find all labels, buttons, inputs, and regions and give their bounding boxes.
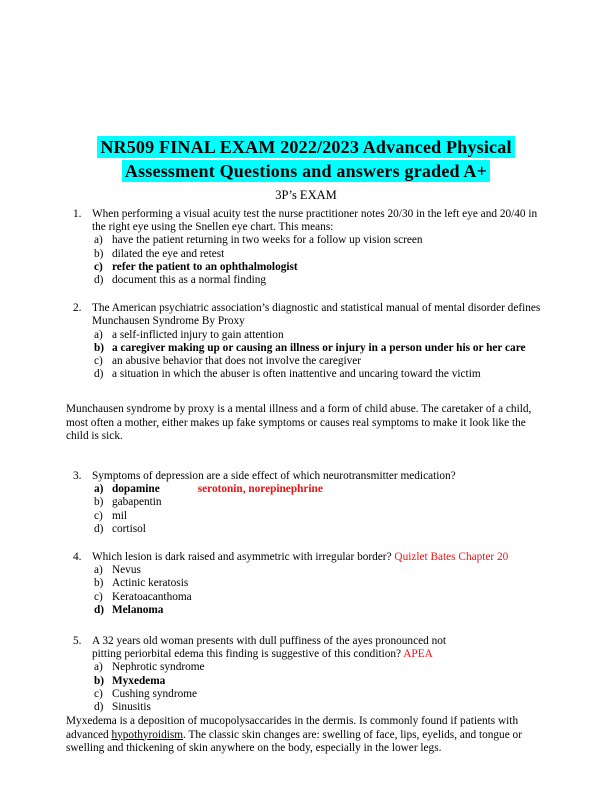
text-segment: a caregiver making up or causing an illness or injury in a person under his or her care: [112, 341, 526, 354]
option-text: [112, 523, 552, 536]
option-letter: d): [94, 368, 104, 381]
answer-option: [94, 329, 552, 342]
exam-title-line1: NR509 FINAL EXAM 2022/2023 Advanced Physical: [97, 136, 514, 158]
answer-option: [94, 342, 552, 355]
text-segment: hypothyroidism: [111, 728, 184, 741]
option-text: [112, 483, 552, 496]
option-text: [112, 591, 552, 604]
option-letter: c): [94, 509, 103, 522]
option-letter: b): [94, 674, 105, 687]
answer-option: [94, 355, 552, 368]
option-text: [112, 329, 552, 342]
text-segment: Nevus: [112, 564, 141, 577]
text-segment: Melanoma: [112, 603, 164, 616]
answer-option: [94, 564, 552, 577]
option-text: [112, 701, 552, 714]
text-segment: dopamine: [112, 483, 160, 496]
question-prompt: [92, 302, 552, 328]
question-row: [73, 635, 552, 661]
text-segment: a situation in which the abuser is often inattentive and uncaring toward the victim: [112, 368, 481, 381]
question-prompt: [92, 208, 552, 234]
text-segment: Munchausen syndrome by proxy is a mental illness and a form of child abuse. The caretaker of a child, most often a mother, either makes up fake symptoms or causes real symptoms to make it look like the child is sick.: [66, 403, 532, 442]
text-segment: refer the patient to an ophthalmologist: [112, 260, 298, 273]
option-text: [112, 355, 552, 368]
option-letter: a): [94, 483, 104, 496]
text-segment: dilated the eye and retest: [112, 247, 225, 260]
text-segment: gabapentin: [112, 496, 162, 509]
exam-title: [0, 135, 612, 183]
answer-option: [94, 523, 552, 536]
question-number: 3.: [73, 470, 82, 483]
answer-option: [94, 261, 552, 274]
option-letter: d): [94, 603, 105, 616]
option-letter: a): [94, 234, 103, 247]
exam-subtitle: 3P’s EXAM: [275, 188, 337, 202]
question-number: 1.: [73, 208, 82, 220]
text-segment: mil: [112, 509, 128, 522]
text-segment: Actinic keratosis: [112, 577, 189, 590]
exam-title-line2: Assessment Questions and answers graded A+: [122, 160, 490, 182]
text-segment: pitting periorbital edema this finding is suggestive of this condition?: [92, 648, 404, 661]
text-segment: Nephrotic syndrome: [112, 661, 205, 674]
option-text: [112, 564, 552, 577]
question-q4: [73, 551, 552, 617]
text-segment: Cushing syndrome: [112, 687, 198, 700]
answer-option: [94, 483, 552, 496]
question-q5: [73, 635, 552, 714]
option-letter: c): [94, 260, 103, 273]
question-number: 2.: [73, 302, 82, 315]
option-text: [112, 248, 552, 261]
text-segment: Symptoms of depression are a side effect of which neurotransmitter medication?: [92, 470, 456, 483]
option-letter: a): [94, 564, 103, 577]
option-text: [112, 342, 552, 355]
red-annotation: serotonin, norepinephrine: [197, 483, 323, 496]
option-text: [112, 234, 552, 247]
option-text: [112, 675, 552, 688]
text-segment: Which lesion is dark raised and asymmetric with irregular border?: [92, 551, 395, 564]
option-text: [112, 368, 552, 381]
option-letter: d): [94, 274, 104, 287]
option-text: [112, 261, 552, 274]
question-prompt: [92, 635, 552, 661]
text-segment: Keratoacanthoma: [112, 590, 192, 603]
option-letter: c): [94, 687, 103, 700]
question-row: [73, 302, 552, 328]
text-segment: cortisol: [112, 522, 146, 535]
answer-option: [94, 496, 552, 509]
text-segment: Sinusitis: [112, 701, 151, 714]
option-letter: b): [94, 577, 104, 590]
answer-option: [94, 604, 552, 617]
option-text: [112, 688, 552, 701]
text-segment: document this as a normal finding: [112, 274, 267, 287]
answer-option: [94, 274, 552, 287]
option-letter: b): [94, 496, 104, 509]
question-q2: [73, 302, 552, 381]
option-letter: c): [94, 355, 103, 368]
question-prompt: [92, 470, 552, 483]
option-text: [112, 661, 552, 674]
option-text: [112, 274, 552, 287]
question-number: 5.: [73, 635, 82, 648]
question-row: [73, 470, 552, 483]
paragraph-note-myxedema: [66, 715, 550, 755]
paragraph-note-munchausen: [66, 403, 550, 443]
answer-option: [94, 688, 552, 701]
question-prompt: [92, 551, 552, 564]
option-text: [112, 577, 552, 590]
question-row: [73, 551, 552, 564]
answer-option: [94, 248, 552, 261]
text-segment: A 32 years old woman presents with dull puffiness of the ayes pronounced not: [92, 635, 447, 648]
answer-option: [94, 591, 552, 604]
question-row: [73, 208, 552, 234]
option-letter: a): [94, 328, 103, 341]
question-number: 4.: [73, 551, 82, 564]
question-q1: [73, 208, 552, 287]
exam-body: [0, 208, 612, 755]
answer-option: [94, 675, 552, 688]
answer-option: [94, 661, 552, 674]
text-segment: have the patient returning in two weeks for a follow up vision screen: [112, 234, 423, 247]
answer-option: [94, 577, 552, 590]
text-segment: Myxedema is a deposition of mucopolysaccarides in the dermis. Is commonly found if patients with advanced: [66, 715, 519, 741]
option-letter: b): [94, 341, 105, 354]
text-segment: Myxedema: [112, 674, 166, 687]
answer-option: [94, 234, 552, 247]
question-q3: [73, 470, 552, 536]
option-text: [112, 496, 552, 509]
red-annotation: Quizlet Bates Chapter 20: [394, 551, 509, 564]
answer-option: [94, 701, 552, 714]
option-letter: d): [94, 701, 104, 714]
option-letter: a): [94, 661, 103, 674]
option-letter: d): [94, 522, 104, 535]
option-text: [112, 510, 552, 523]
option-letter: b): [94, 247, 104, 260]
answer-option: [94, 510, 552, 523]
option-text: [112, 604, 552, 617]
option-letter: c): [94, 590, 103, 603]
text-segment: The American psychiatric association’s diagnostic and statistical manual of mental disorder defines Munchausen Syndrome By Proxy: [92, 302, 541, 328]
text-segment: . The classic skin changes are: swelling of face, lips, eyelids, and tongue or swelling and thickening of skin anywhere on the body, especially in the lower legs.: [66, 728, 522, 754]
red-annotation: APEA: [403, 648, 433, 661]
text-segment: When performing a visual acuity test the nurse practitioner notes 20/30 in the left eye and 20/40 in the right eye using the Snellen eye chart. This means:: [92, 208, 538, 234]
answer-option: [94, 368, 552, 381]
text-segment: a self-inflicted injury to gain attention: [112, 328, 284, 341]
text-segment: an abusive behavior that does not involve the caregiver: [112, 355, 362, 368]
